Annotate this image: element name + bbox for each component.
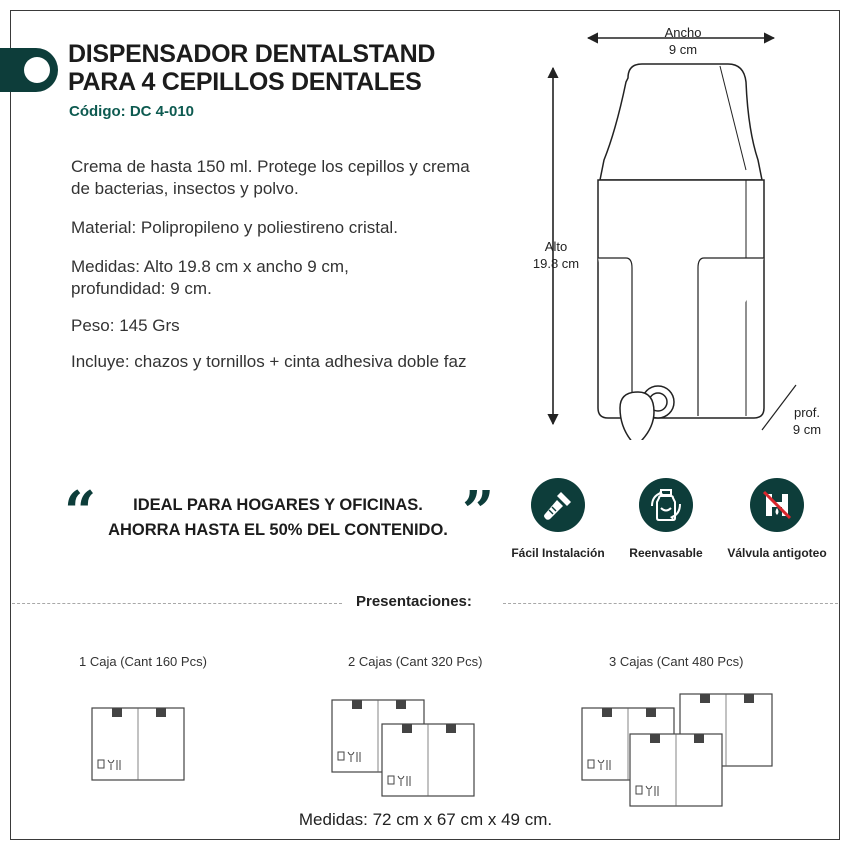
title-line-1: DISPENSADOR DENTALSTAND xyxy=(68,40,436,68)
width-dimension: Ancho 9 cm xyxy=(664,25,702,57)
dispenser-drawing xyxy=(598,64,764,440)
valve-no-drip-icon xyxy=(760,488,794,522)
option-1-label: 1 Caja (Cant 160 Pcs) xyxy=(79,654,207,669)
feature-label: Fácil Instalación xyxy=(511,546,605,560)
desc-capacity: Crema de hasta 150 ml. Protege los cepillos y crema de bacterias, insectos y polvo. xyxy=(71,157,470,198)
boxes-illustration xyxy=(0,680,851,810)
close-quote-icon: ” xyxy=(462,479,495,545)
tagline-line-1: IDEAL PARA HOGARES Y OFICINAS. xyxy=(133,496,423,514)
screwdriver-icon xyxy=(541,488,575,522)
product-title xyxy=(68,40,435,96)
desc-material: Material: Polipropileno y poliestireno cristal. xyxy=(71,218,398,237)
feature-label: Reenvasable xyxy=(629,546,703,560)
presentations-title: Presentaciones: xyxy=(356,593,472,610)
title-line-2: PARA 4 CEPILLOS DENTALES xyxy=(68,68,422,96)
divider-left xyxy=(12,603,342,604)
header-toggle-decoration xyxy=(0,48,58,92)
feature-anti-drip-valve xyxy=(722,478,832,560)
desc-weight: Peso: 145 Grs xyxy=(71,316,180,335)
product-illustration xyxy=(540,20,840,440)
option-2-label: 2 Cajas (Cant 320 Pcs) xyxy=(348,654,483,669)
divider-right xyxy=(503,603,838,604)
refill-bottle-icon xyxy=(648,486,684,524)
desc-includes: Incluye: chazos y tornillos + cinta adhesiva doble faz xyxy=(71,352,467,371)
box-1a xyxy=(92,708,184,780)
package-measures: Medidas: 72 cm x 67 cm x 49 cm. xyxy=(298,810,553,829)
feature-refillable xyxy=(611,478,721,560)
open-quote-icon: “ xyxy=(64,479,97,545)
product-code: Código: DC 4-010 xyxy=(69,103,195,120)
tagline-line-2: AHORRA HASTA EL 50% DEL CONTENIDO. xyxy=(108,521,448,539)
feature-label: Válvula antigoteo xyxy=(727,546,827,560)
option-3-label: 3 Cajas (Cant 480 Pcs) xyxy=(609,654,744,669)
height-dimension: Alto 19.8 cm xyxy=(532,239,580,271)
box-3c xyxy=(630,734,722,806)
desc-measures: Medidas: Alto 19.8 cm x ancho 9 cm, profundidad: 9 cm. xyxy=(71,257,349,298)
box-2b xyxy=(382,724,474,796)
tagline xyxy=(88,493,468,543)
depth-dimension: prof. 9 cm xyxy=(792,405,822,437)
feature-easy-install xyxy=(503,478,613,560)
